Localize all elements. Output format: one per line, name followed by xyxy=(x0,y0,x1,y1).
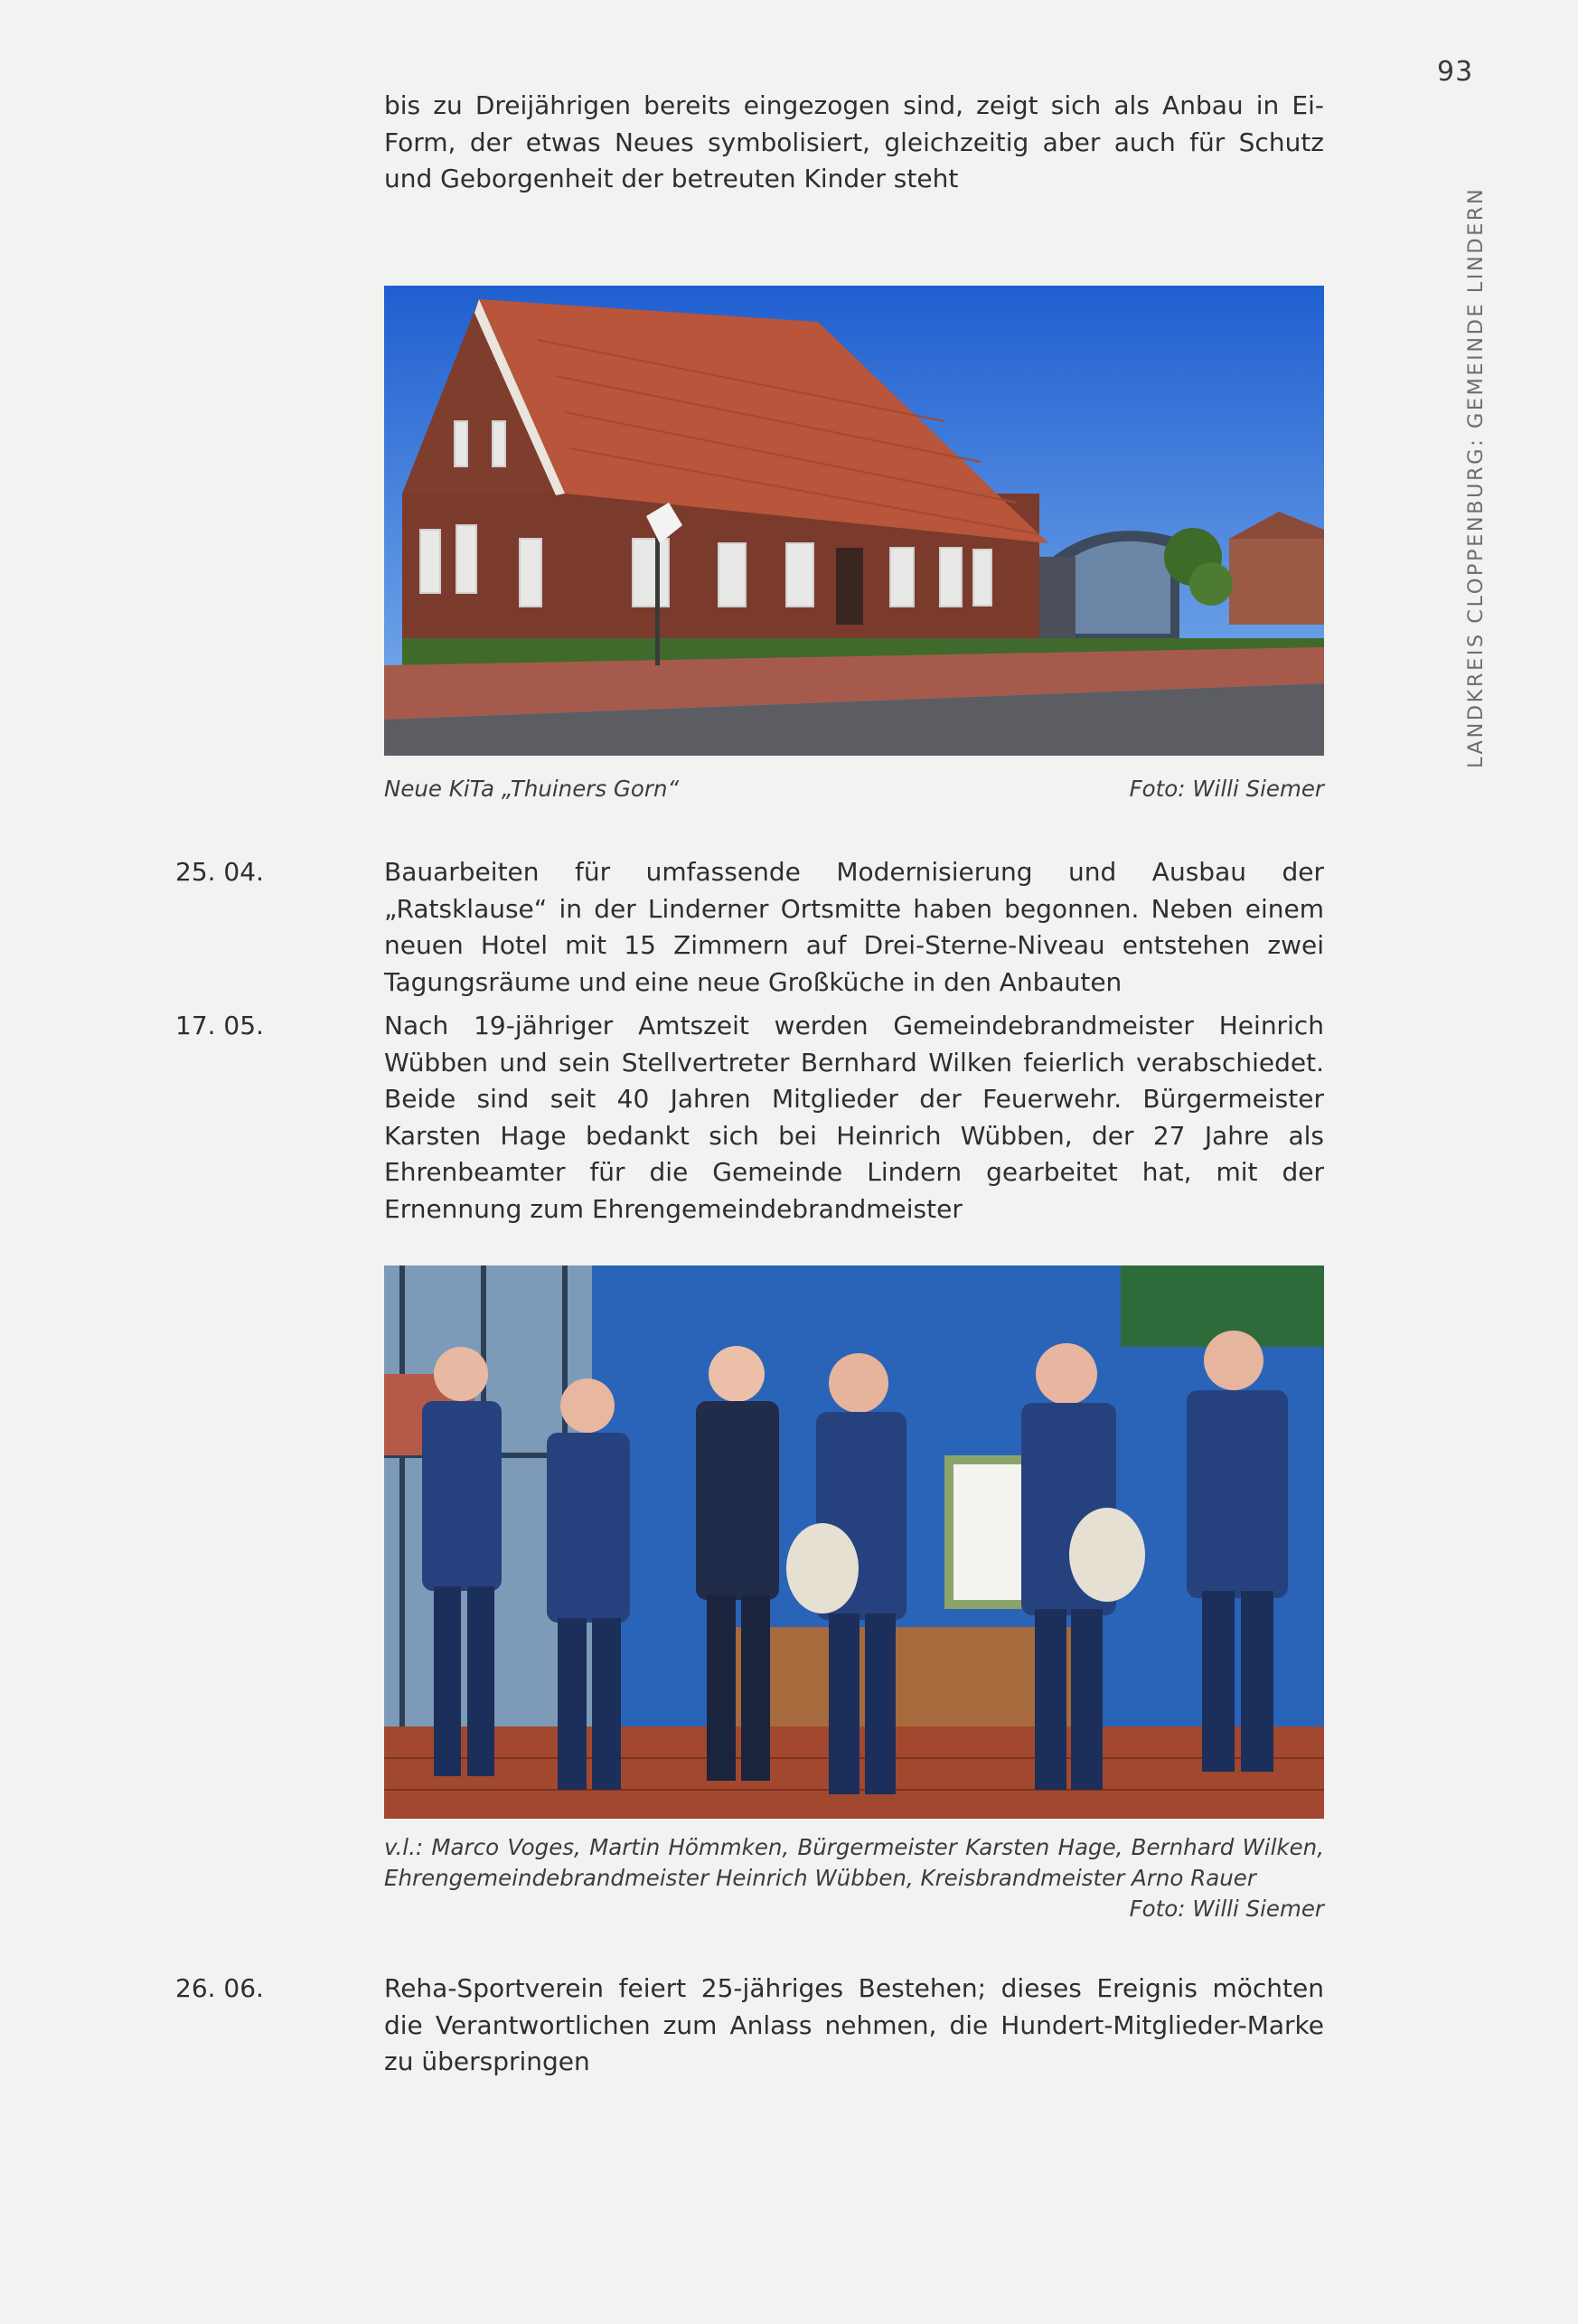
fire-brigade-group-photo xyxy=(384,1265,1324,1819)
entry-date: 17. 05. xyxy=(175,1011,264,1040)
photo1-credit: Foto: Willi Siemer xyxy=(1129,776,1324,802)
entry-date: 25. 04. xyxy=(175,857,264,887)
entry-text: Reha-Sportverein feiert 25-jähriges Bestehen; dieses Ereignis möchten die Verantwortlichen zum Anlass nehmen, die Hundert-Mitglieder-Marke zu überspringen xyxy=(384,1973,1324,2076)
kita-building-photo xyxy=(384,286,1324,756)
running-head xyxy=(1455,154,1491,768)
photo1-caption xyxy=(384,774,1324,804)
entry-text: Nach 19-jähriger Amtszeit werden Gemeindebrandmeister Heinrich Wübben und sein Stellvertreter Bernhard Wilken feierlich verabschiedet. Beide sind seit 40 Jahren Mitglieder der Feuerwehr. Bürgermeister Karsten Hage bedankt sich bei Heinrich Wübben, der 27 Jahre als Ehrenbeamter für die Gemeinde Lindern gearbeitet hat, mit der Ernennung zum Ehrengemeindebrandmeister xyxy=(384,1011,1324,1224)
page-number: 93 xyxy=(1437,56,1474,88)
intro-paragraph: bis zu Dreijährigen bereits eingezogen sind, zeigt sich als Anbau in Ei-Form, der etwas Neues symbolisiert, gleichzeitig aber auch für Schutz und Geborgenheit der betreuten Kinder steht xyxy=(384,90,1324,193)
photo2-credit: Foto: Willi Siemer xyxy=(1129,1896,1324,1922)
entry-date: 26. 06. xyxy=(175,1973,264,2003)
photo1-caption-text: Neue KiTa „Thuiners Gorn“ xyxy=(384,776,680,802)
running-head-text: LANDKREIS CLOPPENBURG: GEMEINDE LINDERN xyxy=(1464,186,1488,768)
photo2-caption-text: v.l.: Marco Voges, Martin Hömmken, Bürgermeister Karsten Hage, Bernhard Wilken, Ehrengemeindebrandmeister Heinrich Wübben, Kreisbrandmeister Arno Rauer xyxy=(384,1834,1324,1891)
entry-text: Bauarbeiten für umfassende Modernisierung und Ausbau der „Ratsklause“ in der Linderner Ortsmitte haben begonnen. Neben einem neuen Hotel mit 15 Zimmern auf Drei-Sterne-Niveau entstehen zwei Tagungsräume und eine neue Großküche in den Anbauten xyxy=(384,857,1324,997)
photo2-caption xyxy=(384,1832,1324,1922)
